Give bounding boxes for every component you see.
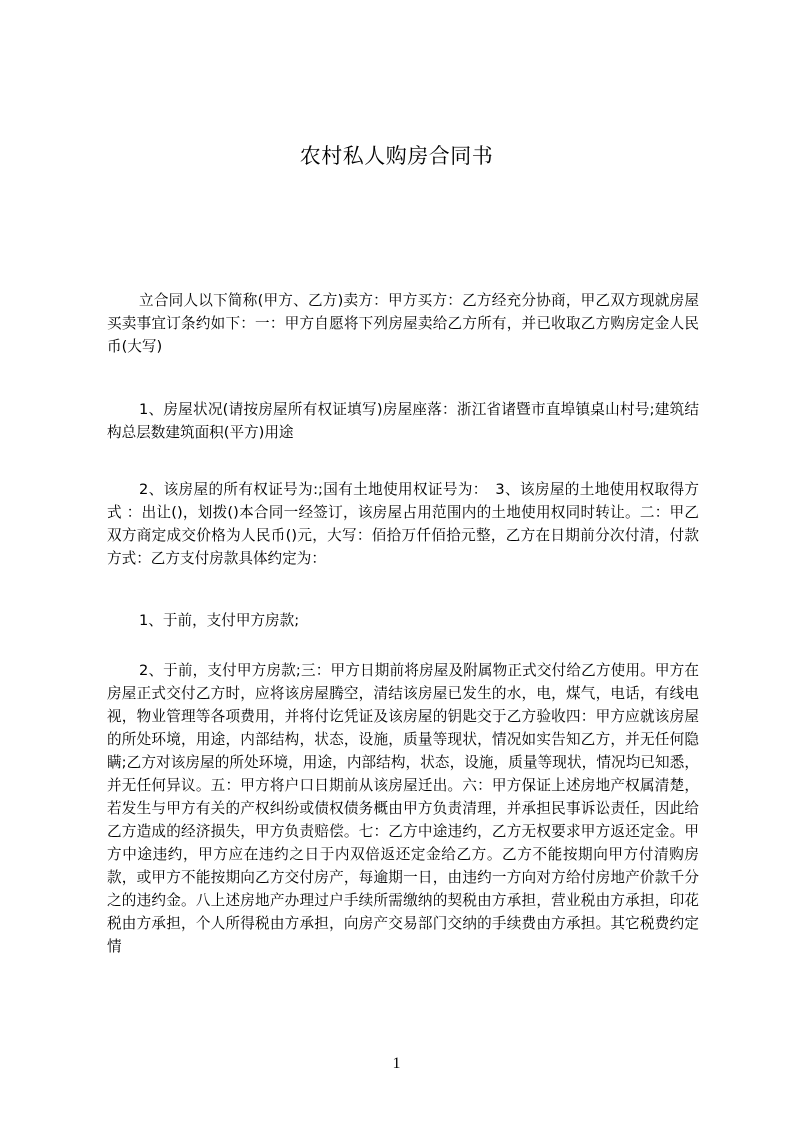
paragraph-payment-2-terms: 2、于前，支付甲方房款;三：甲方日期前将房屋及附属物正式交付给乙方使用。甲方在房屋正式交付乙方时，应将该房屋腾空，清结该房屋已发生的水，电，煤气，电话，有线电视，物业管理等各项费用，并将付讫凭证及该房屋的钥匙交于乙方验收四：甲方应就该房屋的所处环境，用途，内部结构，状态，设施，质量等现状，情况如实告知乙方，并无任何隐瞒;乙方对该房屋的所处环境，用途，内部结构，状态，设施，质量等现状，情况均已知悉，并无任何异议。五：甲方将户口日期前从该房屋迁出。六：甲方保证上述房地产权属清楚，若发生与甲方有关的产权纠纷或债权债务概由甲方负责清理，并承担民事诉讼责任，因此给乙方造成的经济损失，甲方负责赔偿。七：乙方中途违约，乙方无权要求甲方返还定金。甲方中途违约，甲方应在违约之日于内双倍返还定金给乙方。乙方不能按期向甲方付清购房款，或甲方不能按期向乙方交付房产，每逾期一日，由违约一方向对方给付房地产价款千分之的违约金。八上述房地产办理过户手续所需缴纳的契税由方承担，营业税由方承担，印花税由方承担，个人所得税由方承担，向房产交易部门交纳的手续费由方承担。其它税费约定情 <box>107 662 699 955</box>
document-title: 农村私人购房合同书 <box>299 144 494 168</box>
paragraph-certificates-price: 2、该房屋的所有权证号为:;国有土地使用权证号为： 3、该房屋的土地使用权取得方式 ：出让()，划拨()本合同一经签订，该房屋占用范围内的土地使用权同时转让。二：甲乙双方商定成交价格为人民币()元，大写：佰拾万仟佰拾元整，乙方在日期前分次付清，付款方式：乙方支付房款具体约定为： <box>107 481 699 567</box>
paragraph-preamble: 立合同人以下简称(甲方、乙方)卖方：甲方买方：乙方经充分协商，甲乙双方现就房屋买卖事宜订条约如下：一：甲方自愿将下列房屋卖给乙方所有，并已收取乙方购房定金人民币(大写) <box>107 292 699 355</box>
paragraph-house-status: 1、房屋状况(请按房屋所有权证填写)房屋座落：浙江省诸暨市直埠镇桌山村号;建筑结构总层数建筑面积(平方)用途 <box>107 401 699 441</box>
page-number: 1 <box>392 1055 401 1072</box>
paragraph-payment-1: 1、于前，支付甲方房款; <box>139 612 300 629</box>
